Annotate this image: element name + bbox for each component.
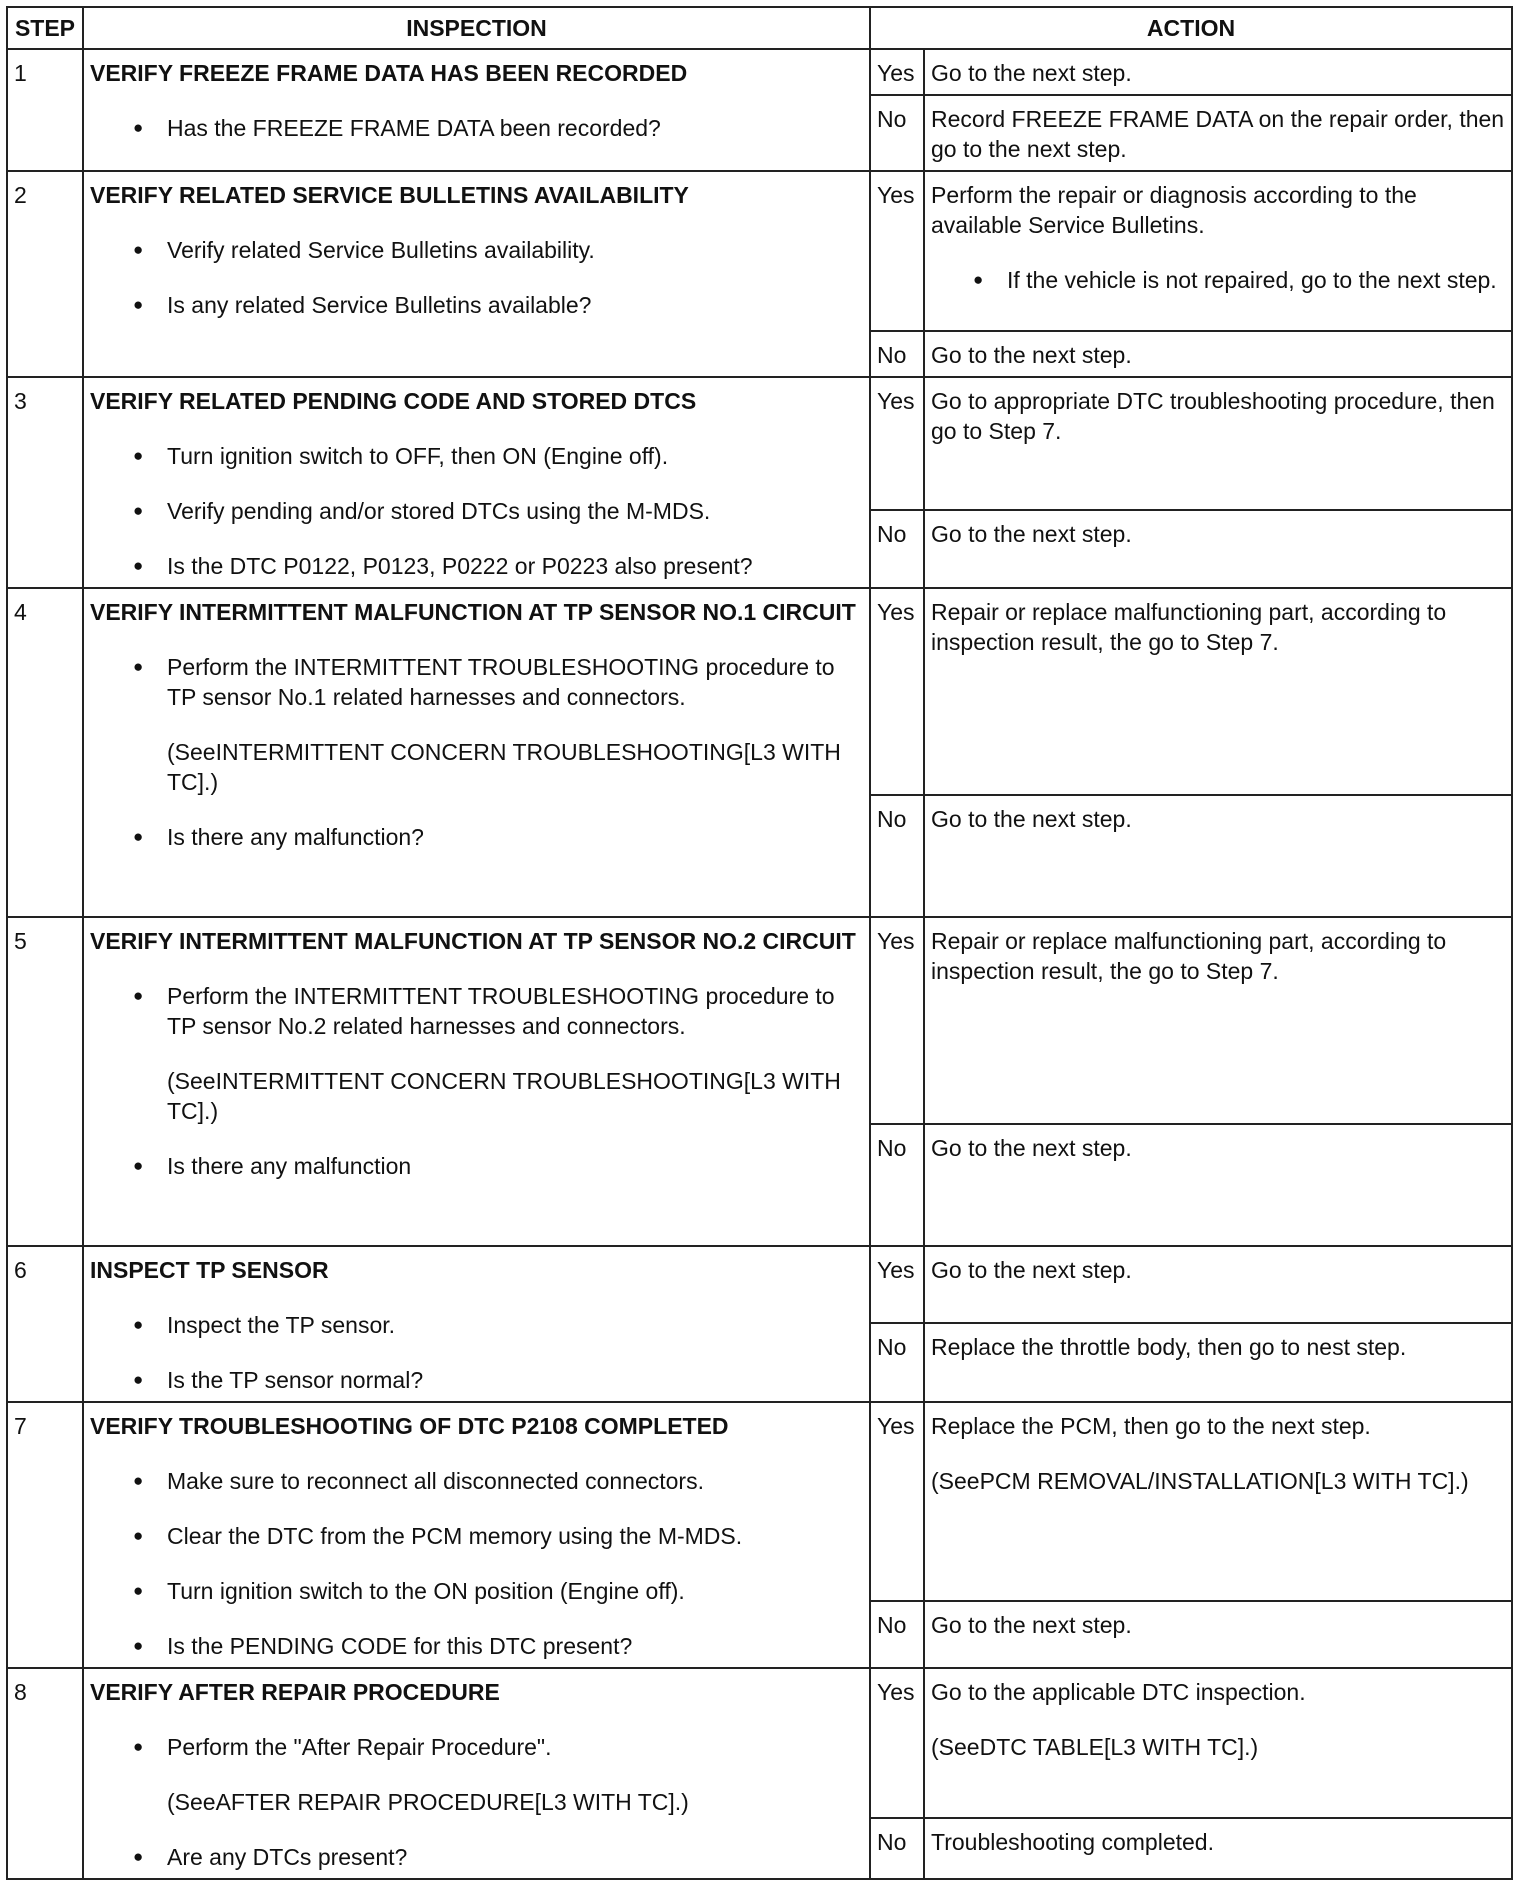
step-title: VERIFY AFTER REPAIR PROCEDURE [90, 1679, 500, 1705]
no-label: No [870, 510, 924, 589]
yes-action [924, 377, 1512, 510]
action-text: Replace the PCM, then go to the next step. [931, 1413, 1371, 1439]
see-reference: (SeePCM REMOVAL/INSTALLATION[L3 WITH TC].) [931, 1468, 1469, 1494]
yes-label: Yes [870, 377, 924, 510]
inspection-cell [83, 1668, 870, 1879]
action-text: Go to the next step. [931, 1257, 1132, 1283]
inspection-cell [83, 588, 870, 917]
step-7-yes-row [7, 1402, 1512, 1601]
inspection-item: ● Is there any malfunction [90, 1151, 863, 1181]
yes-action [924, 588, 1512, 795]
inspection-cell [83, 1402, 870, 1668]
step-8-yes-row [7, 1668, 1512, 1818]
step-title: VERIFY INTERMITTENT MALFUNCTION AT TP SENSOR NO.2 CIRCUIT [90, 928, 856, 954]
action-text: Repair or replace malfunctioning part, according to inspection result, the go to Step 7. [931, 928, 1447, 984]
no-label: No [870, 1124, 924, 1246]
no-label: No [870, 1601, 924, 1668]
header-inspection: INSPECTION [83, 7, 870, 49]
step-title: INSPECT TP SENSOR [90, 1257, 329, 1283]
inspection-item: ● Make sure to reconnect all disconnected connectors. [90, 1466, 863, 1496]
yes-action [924, 1668, 1512, 1818]
yes-action [924, 49, 1512, 95]
inspection-item: ● Is any related Service Bulletins available? [90, 290, 863, 320]
no-action [924, 1601, 1512, 1668]
no-label: No [870, 331, 924, 377]
step-number: 2 [7, 171, 83, 377]
inspection-cell [83, 1246, 870, 1402]
yes-label: Yes [870, 1246, 924, 1323]
yes-action [924, 1246, 1512, 1323]
no-action [924, 95, 1512, 171]
action-text: Perform the repair or diagnosis according to the available Service Bulletins. [931, 182, 1417, 238]
action-text: Go to the next step. [931, 342, 1132, 368]
action-text: Troubleshooting completed. [931, 1828, 1214, 1855]
no-label: No [870, 1323, 924, 1402]
step-number: 3 [7, 377, 83, 588]
step-title: VERIFY RELATED PENDING CODE AND STORED DTCS [90, 388, 697, 414]
inspection-item: ● Is there any malfunction? [90, 822, 863, 852]
yes-label: Yes [870, 49, 924, 95]
inspection-item: ● Turn ignition switch to OFF, then ON (Engine off). [90, 441, 863, 471]
inspection-item: ● Are any DTCs present? [90, 1842, 863, 1872]
no-label: No [870, 1818, 924, 1879]
step-title: VERIFY RELATED SERVICE BULLETINS AVAILABILITY [90, 182, 689, 208]
action-text: Go to the next step. [931, 1135, 1132, 1161]
no-label: No [870, 95, 924, 171]
no-label: No [870, 795, 924, 917]
inspection-cell [83, 377, 870, 588]
no-action [924, 510, 1512, 589]
action-text: Go to the next step. [931, 520, 1132, 547]
no-action [924, 1818, 1512, 1879]
no-action [924, 1323, 1512, 1402]
inspection-item: ● Is the PENDING CODE for this DTC present? [90, 1631, 863, 1661]
header-row [7, 7, 1512, 49]
step-number: 5 [7, 917, 83, 1246]
inspection-item: ● Clear the DTC from the PCM memory using the M-MDS. [90, 1521, 863, 1551]
action-text: Go to the next step. [931, 60, 1132, 86]
inspection-cell [83, 49, 870, 171]
yes-action [924, 917, 1512, 1124]
action-text: Go to the next step. [931, 1611, 1132, 1638]
action-text: Replace the throttle body, then go to nest step. [931, 1334, 1407, 1361]
action-text: Record FREEZE FRAME DATA on the repair order, then go to the next step. [931, 106, 1505, 162]
inspection-item: ● Turn ignition switch to the ON position (Engine off). [90, 1576, 863, 1606]
step-number: 7 [7, 1402, 83, 1668]
step-number: 8 [7, 1668, 83, 1879]
yes-label: Yes [870, 1402, 924, 1601]
inspection-item: ● Perform the INTERMITTENT TROUBLESHOOTING procedure to TP sensor No.1 related harnesses and connectors. [90, 652, 863, 712]
action-text: Go to appropriate DTC troubleshooting procedure, then go to Step 7. [931, 388, 1495, 444]
inspection-item: ● Inspect the TP sensor. [90, 1310, 863, 1340]
step-number: 6 [7, 1246, 83, 1402]
step-1-yes-row [7, 49, 1512, 95]
yes-action [924, 1402, 1512, 1601]
step-number: 1 [7, 49, 83, 171]
see-reference: (SeeINTERMITTENT CONCERN TROUBLESHOOTING[L3 WITH TC].) [167, 739, 841, 795]
inspection-item: ● Verify related Service Bulletins availability. [90, 235, 863, 265]
action-bullet: ● If the vehicle is not repaired, go to the next step. [931, 265, 1505, 295]
yes-label: Yes [870, 588, 924, 795]
yes-label: Yes [870, 1668, 924, 1818]
inspection-item: ● Is the DTC P0122, P0123, P0222 or P0223 also present? [90, 551, 863, 581]
step-number: 4 [7, 588, 83, 917]
inspection-item: ● Verify pending and/or stored DTCs using the M-MDS. [90, 496, 863, 526]
step-2-yes-row [7, 171, 1512, 331]
header-step: STEP [7, 7, 83, 49]
action-text: Go to the next step. [931, 806, 1132, 832]
step-title: VERIFY FREEZE FRAME DATA HAS BEEN RECORDED [90, 60, 688, 86]
header-action: ACTION [870, 7, 1512, 49]
step-title: VERIFY TROUBLESHOOTING OF DTC P2108 COMPLETED [90, 1413, 729, 1439]
action-text: Go to the applicable DTC inspection. [931, 1679, 1306, 1705]
yes-label: Yes [870, 171, 924, 331]
no-action [924, 1124, 1512, 1246]
step-4-yes-row [7, 588, 1512, 795]
step-6-yes-row [7, 1246, 1512, 1323]
inspection-item: ● Perform the INTERMITTENT TROUBLESHOOTING procedure to TP sensor No.2 related harnesses and connectors. [90, 981, 863, 1041]
see-reference: (SeeDTC TABLE[L3 WITH TC].) [931, 1734, 1259, 1760]
inspection-cell [83, 917, 870, 1246]
inspection-item: ● Has the FREEZE FRAME DATA been recorded? [90, 113, 863, 143]
no-action [924, 795, 1512, 917]
step-title: VERIFY INTERMITTENT MALFUNCTION AT TP SENSOR NO.1 CIRCUIT [90, 599, 856, 625]
step-3-yes-row [7, 377, 1512, 510]
see-reference: (SeeAFTER REPAIR PROCEDURE[L3 WITH TC].) [167, 1789, 689, 1815]
yes-action [924, 171, 1512, 331]
step-5-yes-row [7, 917, 1512, 1124]
troubleshooting-table [6, 6, 1513, 1880]
see-reference: (SeeINTERMITTENT CONCERN TROUBLESHOOTING[L3 WITH TC].) [167, 1068, 841, 1124]
inspection-item: ● Perform the "After Repair Procedure". [90, 1732, 863, 1762]
no-action [924, 331, 1512, 377]
inspection-item: ● Is the TP sensor normal? [90, 1365, 863, 1395]
yes-label: Yes [870, 917, 924, 1124]
action-text: Repair or replace malfunctioning part, according to inspection result, the go to Step 7. [931, 599, 1447, 655]
inspection-cell [83, 171, 870, 377]
